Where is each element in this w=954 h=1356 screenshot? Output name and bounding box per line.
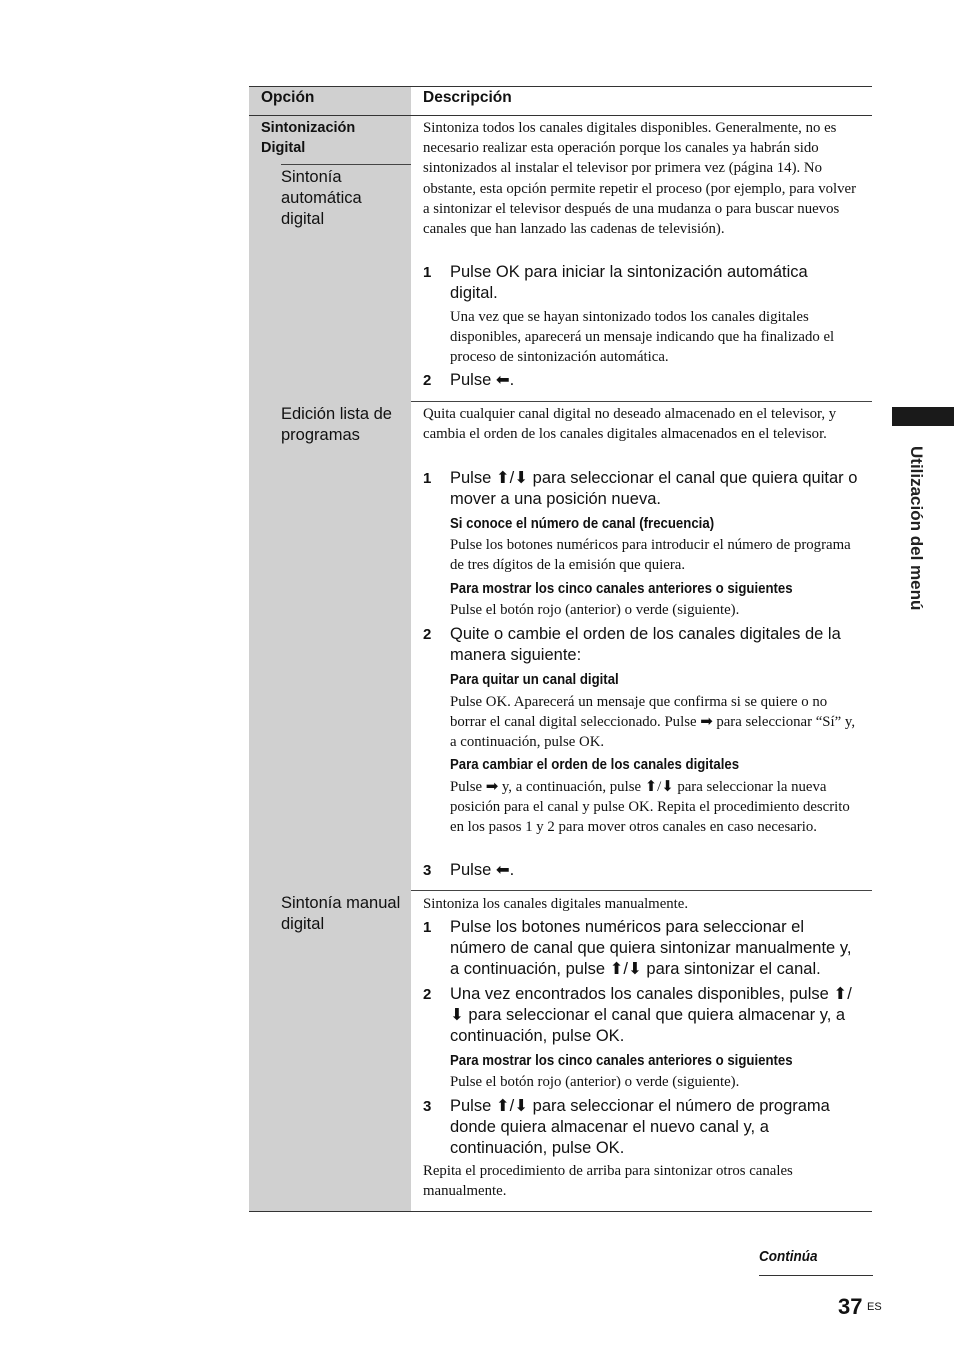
header-option: Opción — [261, 89, 315, 106]
continued-label: Continúa — [759, 1248, 818, 1265]
step-text: Pulse ⬆/⬇ para seleccionar el número de programa donde quiera almacenar el nuevo canal y, a continuación, pulse OK. — [450, 1097, 830, 1157]
group-title: Sintonización Digital — [261, 120, 356, 156]
step-number: 2 — [423, 372, 432, 389]
step-text: Quite o cambie el orden de los canales digitales de la manera siguiente: — [450, 625, 841, 664]
step-text: Pulse OK para iniciar la sintonización automática digital. — [450, 263, 808, 302]
continued-rule — [759, 1275, 873, 1276]
row-outro: Repita el procedimiento de arriba para sintonizar otros canales manualmente. — [423, 1163, 793, 1200]
step-number: 3 — [423, 1098, 432, 1115]
step-text: Pulse ⬅. — [450, 371, 515, 389]
step-text: Pulse ⬅. — [450, 861, 515, 879]
section-tab-marker — [892, 407, 954, 426]
row-intro: Sintoniza todos los canales digitales disponibles. Generalmente, no es necesario realizar esta operación porque los canales ya habrán sido sintonizados al instalar el televisor por primera vez (página 14). No obstante, esta opción permite repetir el proceso (por ejemplo, para volver a sintonizar el televisor después de una mudanza o para buscar nuevos canales que han lanzado las cadenas de televisión). — [423, 120, 857, 238]
sub-heading: Para cambiar el orden de los canales digitales — [450, 756, 740, 773]
option-auto-tuning: Sintonía automática digital — [281, 168, 362, 228]
row-rule-1 — [411, 401, 872, 402]
sub-text: Pulse ➡ y, a continuación, pulse ⬆/⬇ para seleccionar la nueva posición para el canal y pulse OK. Repita el procedimiento descrito en los pasos 1 y 2 para mover otros canales en caso necesario. — [450, 779, 850, 836]
row-rule-2 — [411, 890, 872, 891]
table-bottom-rule — [249, 1211, 872, 1212]
sub-text: Pulse el botón rojo (anterior) o verde (siguiente). — [450, 1074, 740, 1090]
step-note: Una vez que se hayan sintonizado todos los canales digitales disponibles, aparecerá un mensaje indicando que ha finalizado el proceso de sintonización automática. — [450, 309, 835, 366]
step-number: 1 — [423, 470, 432, 487]
header-bottom-rule — [249, 115, 872, 116]
table-top-rule — [249, 86, 872, 87]
row-intro: Quita cualquier canal digital no deseado almacenado en el televisor, y cambia el orden de los canales digitales almacenados en el televisor. — [423, 406, 837, 443]
option-column-bg — [249, 116, 411, 1211]
sub-heading: Para mostrar los cinco canales anteriores o siguientes — [450, 580, 793, 597]
step-text: Pulse ⬆/⬇ para seleccionar el canal que quiera quitar o mover a una posición nueva. — [450, 469, 858, 508]
sub-heading: Para mostrar los cinco canales anteriores o siguientes — [450, 1052, 793, 1069]
sub-text: Pulse el botón rojo (anterior) o verde (siguiente). — [450, 602, 740, 618]
option-manual-tuning: Sintonía manual digital — [281, 894, 401, 933]
step-text: Una vez encontrados los canales disponibles, pulse ⬆/⬇ para seleccionar el canal que quiera almacenar y, a continuación, pulse OK. — [450, 985, 852, 1045]
sub-text: Pulse los botones numéricos para introducir el número de programa de tres dígitos de la emisión que quiera. — [450, 537, 851, 574]
step-number: 1 — [423, 919, 432, 936]
row-intro: Sintoniza los canales digitales manualmente. — [423, 896, 689, 912]
header-description: Descripción — [423, 89, 512, 106]
sub-text: Pulse OK. Aparecerá un mensaje que confirma si se quiere o no borrar el canal digital seleccionado. Pulse ➡ para seleccionar “Sí” y, a continuación, pulse OK. — [450, 694, 856, 751]
step-number: 1 — [423, 264, 432, 281]
sub-heading: Para quitar un canal digital — [450, 671, 619, 688]
sub-heading: Si conoce el número de canal (frecuencia) — [450, 515, 715, 532]
group-title-rule — [281, 164, 411, 165]
option-edit-program-list: Edición lista de programas — [281, 405, 392, 444]
page-number: 37 — [838, 1294, 863, 1319]
step-number: 2 — [423, 986, 432, 1003]
page-language: ES — [867, 1301, 882, 1313]
step-text: Pulse los botones numéricos para seleccionar el número de canal que quiera sintonizar manualmente y, a continuación, pulse ⬆/⬇ para sintonizar el canal. — [450, 918, 852, 978]
section-side-label: Utilización del menú — [907, 446, 926, 611]
step-number: 3 — [423, 862, 432, 879]
step-number: 2 — [423, 626, 432, 643]
